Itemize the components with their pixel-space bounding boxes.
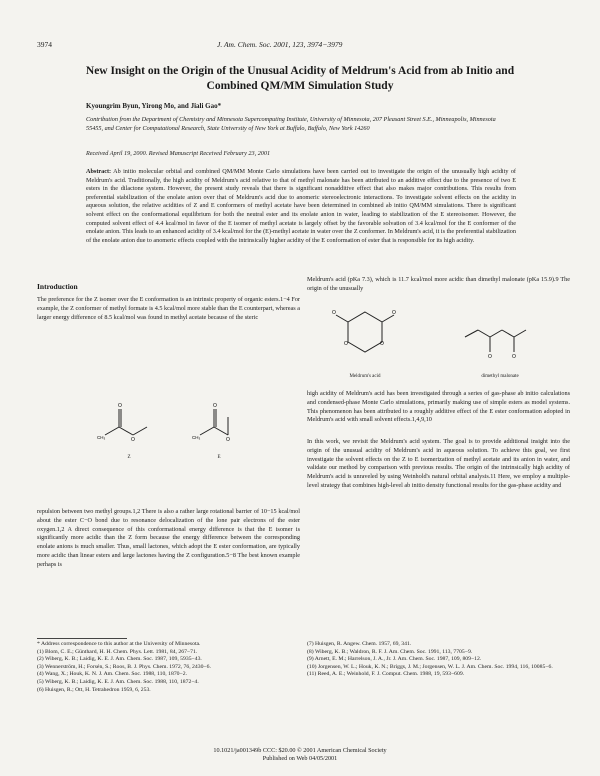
svg-text:CH₃: CH₃ <box>192 435 201 440</box>
label-z: Z <box>127 455 131 460</box>
footnote: (7) Huisgen, R. Angew. Chem. 1957, 69, 341. <box>307 641 412 647</box>
abstract <box>86 168 516 245</box>
svg-text:O: O <box>118 403 122 409</box>
svg-text:O: O <box>344 341 348 347</box>
footnote: (9) Arnett, E. M.; Harrelson, J. A., Jr. J. Am. Chem. Soc. 1987, 109, 809−12. <box>307 656 482 663</box>
footnote: (4) Wang, X.; Houk, K. N. J. Am. Chem. Soc. 1988, 110, 1870−2. <box>37 671 187 678</box>
received-date: Received April 19, 2000. Revised Manuscript Received February 23, 2001 <box>86 150 271 157</box>
published-line: Published on Web 04/05/2001 <box>262 755 338 763</box>
footnote: (8) Wiberg, K. B.; Waldron, R. F. J. Am. Chem. Soc. 1991, 113, 7705−9. <box>307 648 473 655</box>
label-meldrums-acid: Meldrum's acid <box>349 374 381 379</box>
svg-text:O: O <box>380 341 384 347</box>
abstract-label: Abstract: <box>86 168 112 175</box>
label-e: E <box>217 455 221 460</box>
doi-line: 10.1021/ja001349b CCC: $20.00 © 2001 American Chemical Society <box>213 747 387 754</box>
col2-paragraph-3: In this work, we revisit the Meldrum's acid system. The goal is to provide additional insight into the origin of the unusual acidity of Meldrum's acid in aqueous solution. To achieve this goal, we first investigate the solvent effects on the Z to E isomerization of methyl acetate and its anion in water, and validate our method by comparison with previous results. The origin of the intrinsically high acidity of Meldrum's acid is unraveled by using Weinhold's natural orbital analysis.11 Here, we employ a multiple-level strategy that combines high-level ab initio density functional results for the gas-phase acidity and <box>307 438 570 489</box>
methyl-acetate-e-structure <box>190 395 260 445</box>
meldrums-acid-structure <box>330 302 400 362</box>
footnote: (2) Wiberg, K. B.; Laidig, K. E. J. Am. Chem. Soc. 1987, 109, 5935−43. <box>37 656 202 663</box>
label-dimethyl-malonate: dimethyl malonate <box>481 374 519 379</box>
introduction-heading: Introduction <box>37 282 78 291</box>
svg-text:CH₃: CH₃ <box>97 435 106 440</box>
svg-text:O: O <box>512 354 516 360</box>
svg-text:O: O <box>226 437 230 443</box>
footnote: (11) Reed, A. E.; Weinhold, F. J. Comput. Chem. 1988, 19, 593−609. <box>307 671 465 678</box>
footnote: (6) Huisgen, R.; Ott, H. Tetrahedron 1959, 6, 253. <box>37 686 151 693</box>
svg-text:O: O <box>213 403 217 409</box>
journal-reference: J. Am. Chem. Soc. 2001, 123, 3974−3979 <box>217 40 343 49</box>
page-number: 3974 <box>37 40 52 49</box>
footnote: (10) Jorgensen, W. L.; Houk, K. N.; Briggs, J. M.; Jorgensen, W. L. J. Am. Chem. Soc. 1994, 116, 10085−6. <box>307 663 553 670</box>
footnote: (5) Wiberg, K. B.; Laidig, K. E. J. Am. Chem. Soc. 1988, 110, 1872−4. <box>37 678 199 685</box>
intro-paragraph-2: repulsion between two methyl groups.1,2 There is also a rather large rotational barrier of 10−15 kcal/mol about the ester C−O bond due to resonance delocalization of the lone pair electrons of the ester oxygen.1,2 A direct consequence of this conformational energy difference is that the E isomer is significantly more acidic than the Z form because the energy difference between the corresponding enolate anions is much smaller. Thus, small lactones, which adopt the E ester conformation, are typically more acidic than linear esters and large lactones having the Z configuration.5−8 The best known example perhaps is <box>37 508 300 568</box>
methyl-acetate-z-structure <box>95 395 165 445</box>
footnote: * Address correspondence to this author at the University of Minnesota. <box>37 641 201 647</box>
svg-text:O: O <box>332 310 336 316</box>
abstract-text: Ab initio molecular orbital and combined QM/MM Monte Carlo simulations have been carried out to investigate the origin of the unusually high acidity of Meldrum's acid. Traditionally, the high acidity of Meldrum's acid relative to that of methyl malonate has been attributed to an additive effect due to the presence of two E esters in the dilactone system. However, the present study reveals that there is significant nonadditive effect that also makes major contributions. This results from preferential stabilization of the enolate anion over that of Meldrum's acid due to anomeric stereoelectronic interactions. To investigate solvent effects on the acidity in aqueous solution, the relative acidities of Z and E conformers of methyl acetate have been determined in combined ab initio QM/MM simulations. There is significant solvent effect on the conformational equilibrium for both the neutral ester and its enolate anion in water, leading to stabilization of the E stereoisomer. However, the computed solvent effect of 4.4 kcal/mol in favor of the E isomer of methyl acetate is largely offset by the favorable solvation of 3.4 kcal/mol for the E conformer of the enolate anion. This leads to an enhanced acidity of 3.4 kcal/mol for the (E)-methyl acetate in water over the Z conformer. In Meldrum's acid, it is the preferential stabilization of the enolate anion due to anomeric effects coupled with the intrinsically higher acidity of the E conformation of ester that is responsible for its high acidity. <box>86 168 516 244</box>
svg-text:O: O <box>488 354 492 360</box>
footnotes-right <box>307 641 570 679</box>
article-title: New Insight on the Origin of the Unusual Acidity of Meldrum's Acid from ab Initio and Combined QM/MM Simulation Study <box>85 65 515 92</box>
col2-paragraph-2: high acidity of Meldrum's acid has been investigated through a series of gas-phase ab initio calculations and condensed-phase Monte Carlo simulations, primarily making use of simple esters as model systems. This phenomenon has been attributed to a roughly additive effect of the E ester conformation adopted in Meldrum's acid with small solvent effects.1,4,9,10 <box>307 390 570 424</box>
dimethyl-malonate-structure <box>460 302 540 362</box>
affiliation: Contribution from the Department of Chemistry and Minnesota Supercomputing Institute, University of Minnesota, 207 Pleasant Street S.E., Minneapolis, Minnesota 55455, and Center for Computational Research, State University of New York at Buffalo, Buffalo, New York 14260 <box>86 116 496 132</box>
svg-text:O: O <box>131 437 135 443</box>
footnotes-left <box>37 641 300 694</box>
intro-paragraph-1: The preference for the Z isomer over the E conformation is an intrinsic property of organic esters.1−4 For example, the Z conformer of methyl formate is 4.5 kcal/mol more stable than the E counterpart, whereas a larger energy difference of 8.5 kcal/mol was found in methyl acetate because of the steric <box>37 296 300 321</box>
footnote-rule-left <box>37 638 127 639</box>
col2-paragraph-1: Meldrum's acid (pKa 7.3), which is 11.7 kcal/mol more acidic than dimethyl malonate (pKa 15.9).9 The origin of the unusually <box>307 276 570 292</box>
author-list: Kyoungrim Byun, Yirong Mo, and Jiali Gao* <box>86 102 222 110</box>
page-footer <box>170 747 430 764</box>
footnote: (1) Blom, C. E.; Günthard, H. H. Chem. Phys. Lett. 1981, 84, 267−71. <box>37 648 198 655</box>
svg-text:O: O <box>392 310 396 316</box>
footnote: (3) Wennerström, H.; Forsén, S.; Roos, B. J. Phys. Chem. 1972, 76, 2430−6. <box>37 663 211 670</box>
